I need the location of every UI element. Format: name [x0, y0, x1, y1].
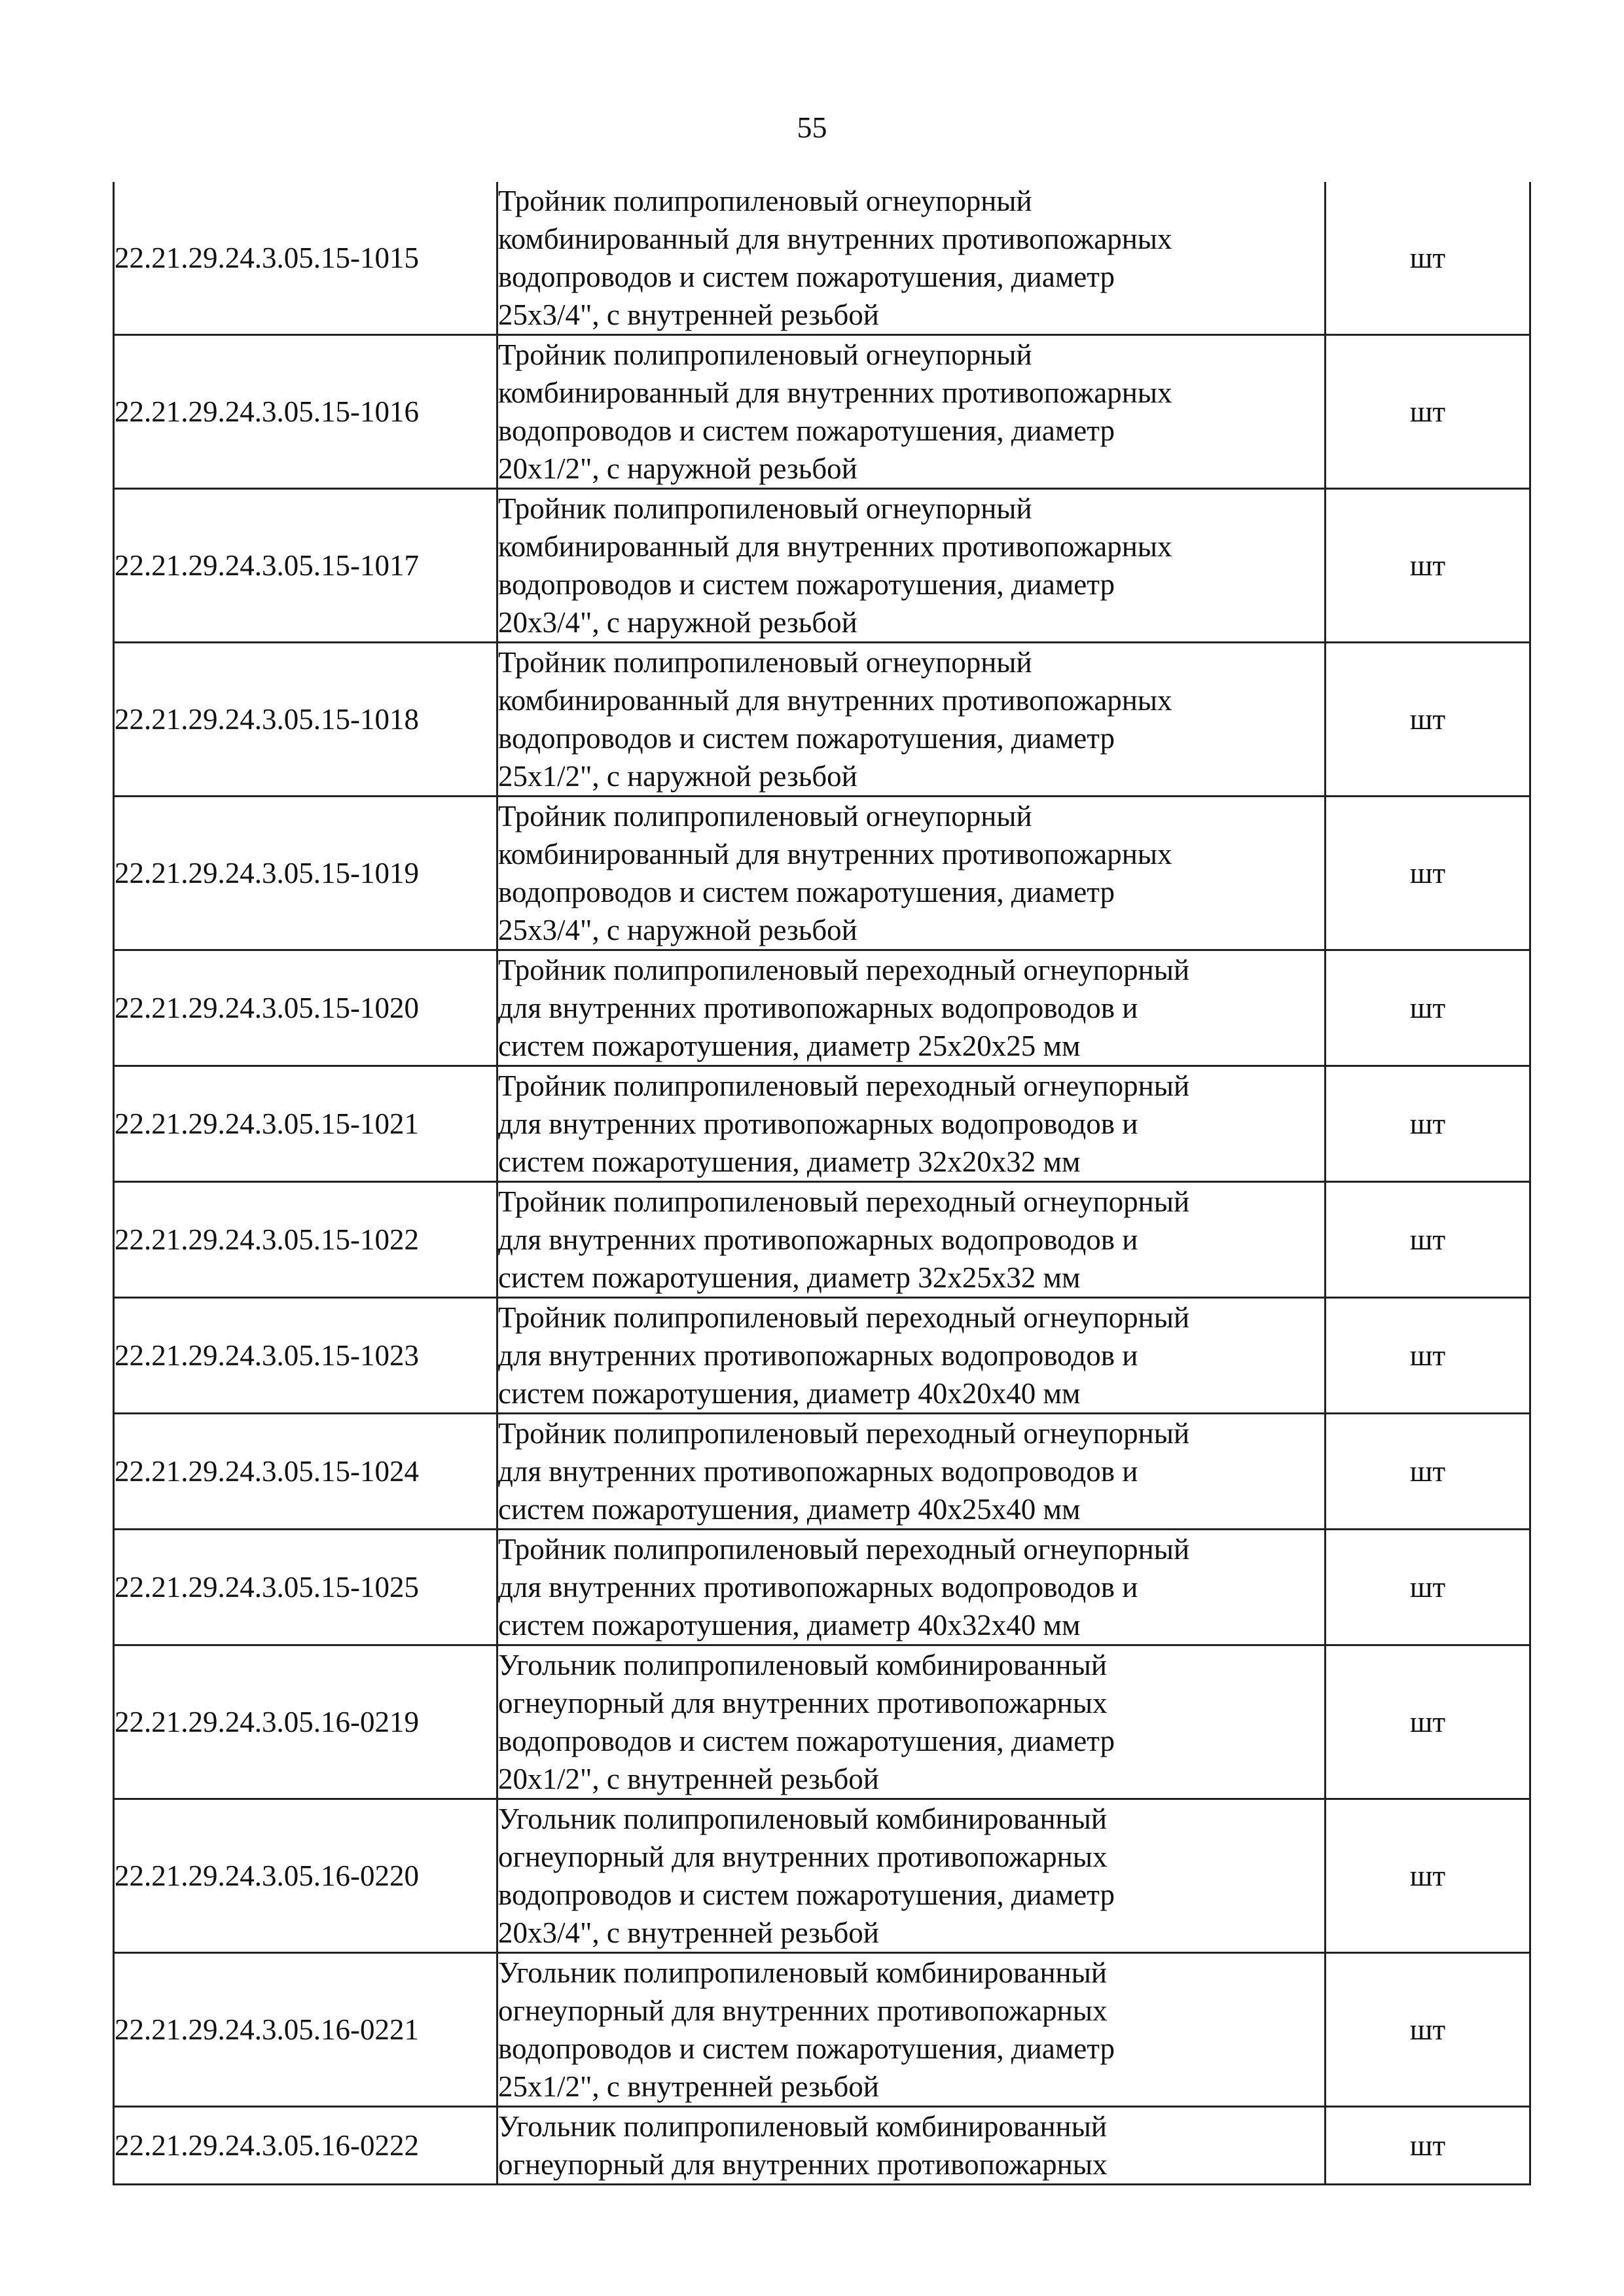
resource-code: 22.21.29.24.3.05.15-1023	[114, 1298, 497, 1414]
resource-description	[497, 1645, 1326, 1799]
description-line: Тройник полипропиленовый огнеупорный	[498, 646, 1032, 679]
unit-of-measure: шт	[1326, 1799, 1530, 1953]
description-line: огнеупорный для внутренних противопожарных	[498, 2148, 1108, 2181]
description-line: для внутренних противопожарных водопроводов и	[498, 1223, 1138, 1256]
description-line: Угольник полипропиленовый комбинированный	[498, 1803, 1107, 1835]
description-line: систем пожаротушения, диаметр 25х20х25 мм	[498, 1030, 1081, 1062]
resource-description	[497, 797, 1326, 950]
description-line: Тройник полипропиленовый переходный огнеупорный	[498, 1301, 1190, 1334]
resource-description	[497, 1530, 1326, 1645]
description-line: водопроводов и систем пожаротушения, диаметр	[498, 876, 1115, 908]
unit-of-measure: шт	[1326, 489, 1530, 643]
resource-description	[497, 335, 1326, 489]
resource-description	[497, 643, 1326, 797]
resource-description	[497, 1414, 1326, 1530]
table-row	[114, 1182, 1530, 1298]
table-row	[114, 1645, 1530, 1799]
table-row	[114, 1298, 1530, 1414]
description-line: водопроводов и систем пожаротушения, диаметр	[498, 722, 1115, 755]
unit-of-measure: шт	[1326, 1530, 1530, 1645]
table-row	[114, 643, 1530, 797]
unit-of-measure: шт	[1326, 1953, 1530, 2107]
description-line: для внутренних противопожарных водопроводов и	[498, 1455, 1138, 1488]
description-line: систем пожаротушения, диаметр 40х32х40 мм	[498, 1609, 1081, 1641]
unit-of-measure: шт	[1326, 643, 1530, 797]
unit-of-measure: шт	[1326, 1645, 1530, 1799]
resource-description	[497, 1182, 1326, 1298]
description-line: 20х3/4", с наружной резьбой	[498, 606, 857, 639]
description-line: Тройник полипропиленовый переходный огнеупорный	[498, 1185, 1190, 1218]
resource-description	[497, 1066, 1326, 1182]
description-line: Тройник полипропиленовый огнеупорный	[498, 492, 1032, 525]
table-row	[114, 335, 1530, 489]
description-line: Угольник полипропиленовый комбинированный	[498, 2110, 1107, 2143]
description-line: систем пожаротушения, диаметр 32х20х32 мм	[498, 1145, 1081, 1178]
description-line: Тройник полипропиленовый огнеупорный	[498, 185, 1032, 217]
description-line: Угольник полипропиленовый комбинированный	[498, 1649, 1107, 1681]
description-line: водопроводов и систем пожаротушения, диаметр	[498, 568, 1115, 601]
resource-code: 22.21.29.24.3.05.16-0219	[114, 1645, 497, 1799]
table-row	[114, 1799, 1530, 1953]
description-line: огнеупорный для внутренних противопожарных	[498, 1840, 1108, 1873]
description-line: систем пожаротушения, диаметр 40х25х40 мм	[498, 1493, 1081, 1526]
resource-description	[497, 489, 1326, 643]
resource-code: 22.21.29.24.3.05.15-1022	[114, 1182, 497, 1298]
resource-description	[497, 1298, 1326, 1414]
resource-code: 22.21.29.24.3.05.15-1015	[114, 182, 497, 335]
description-line: водопроводов и систем пожаротушения, диаметр	[498, 1878, 1115, 1911]
resource-description	[497, 1953, 1326, 2107]
resource-code: 22.21.29.24.3.05.15-1024	[114, 1414, 497, 1530]
unit-of-measure: шт	[1326, 797, 1530, 950]
unit-of-measure: шт	[1326, 2107, 1530, 2185]
description-line: для внутренних противопожарных водопроводов и	[498, 1571, 1138, 1604]
table-row	[114, 1066, 1530, 1182]
description-line: систем пожаротушения, диаметр 40х20х40 мм	[498, 1377, 1081, 1410]
description-line: для внутренних противопожарных водопроводов и	[498, 1339, 1138, 1372]
description-line: 25х3/4", с наружной резьбой	[498, 914, 857, 946]
table-row	[114, 489, 1530, 643]
table-row	[114, 2107, 1530, 2185]
table-row	[114, 797, 1530, 950]
description-line: огнеупорный для внутренних противопожарных	[498, 1994, 1108, 2027]
description-line: 20х1/2", с внутренней резьбой	[498, 1763, 879, 1795]
table-row	[114, 182, 1530, 335]
unit-of-measure: шт	[1326, 950, 1530, 1066]
description-line: водопроводов и систем пожаротушения, диаметр	[498, 260, 1115, 293]
resource-code: 22.21.29.24.3.05.15-1020	[114, 950, 497, 1066]
description-line: Тройник полипропиленовый огнеупорный	[498, 800, 1032, 833]
table-body	[114, 182, 1530, 2185]
resource-description	[497, 2107, 1326, 2185]
resource-code: 22.21.29.24.3.05.15-1019	[114, 797, 497, 950]
resource-description	[497, 950, 1326, 1066]
unit-of-measure: шт	[1326, 1414, 1530, 1530]
resource-code: 22.21.29.24.3.05.15-1021	[114, 1066, 497, 1182]
description-line: комбинированный для внутренних противопожарных	[498, 684, 1172, 717]
table-row	[114, 1953, 1530, 2107]
description-line: 25х1/2", с внутренней резьбой	[498, 2070, 879, 2103]
description-line: 20х3/4", с внутренней резьбой	[498, 1916, 879, 1949]
description-line: для внутренних противопожарных водопроводов и	[498, 992, 1138, 1024]
description-line: водопроводов и систем пожаротушения, диаметр	[498, 414, 1115, 447]
description-line: Тройник полипропиленовый огнеупорный	[498, 338, 1032, 371]
resource-code: 22.21.29.24.3.05.15-1017	[114, 489, 497, 643]
description-line: систем пожаротушения, диаметр 32х25х32 мм	[498, 1261, 1081, 1294]
description-line: огнеупорный для внутренних противопожарных	[498, 1687, 1108, 1719]
resource-description	[497, 182, 1326, 335]
description-line: Тройник полипропиленовый переходный огнеупорный	[498, 1533, 1190, 1566]
table-row	[114, 1530, 1530, 1645]
description-line: водопроводов и систем пожаротушения, диаметр	[498, 2032, 1115, 2065]
resource-table	[113, 182, 1531, 2185]
description-line: комбинированный для внутренних противопожарных	[498, 838, 1172, 870]
unit-of-measure: шт	[1326, 335, 1530, 489]
description-line: комбинированный для внутренних противопожарных	[498, 223, 1172, 255]
resource-description	[497, 1799, 1326, 1953]
page-number: 55	[797, 111, 827, 144]
table-row	[114, 1414, 1530, 1530]
description-line: Тройник полипропиленовый переходный огнеупорный	[498, 954, 1190, 986]
description-line: Угольник полипропиленовый комбинированный	[498, 1956, 1107, 1989]
resource-code: 22.21.29.24.3.05.15-1025	[114, 1530, 497, 1645]
description-line: для внутренних противопожарных водопроводов и	[498, 1107, 1138, 1140]
description-line: Тройник полипропиленовый переходный огнеупорный	[498, 1417, 1190, 1450]
description-line: Тройник полипропиленовый переходный огнеупорный	[498, 1069, 1190, 1102]
resource-code: 22.21.29.24.3.05.15-1018	[114, 643, 497, 797]
resource-code: 22.21.29.24.3.05.16-0222	[114, 2107, 497, 2185]
description-line: 25х3/4", с внутренней резьбой	[498, 298, 879, 331]
resource-code: 22.21.29.24.3.05.16-0220	[114, 1799, 497, 1953]
unit-of-measure: шт	[1326, 1182, 1530, 1298]
table-row	[114, 950, 1530, 1066]
description-line: комбинированный для внутренних противопожарных	[498, 376, 1172, 409]
unit-of-measure: шт	[1326, 182, 1530, 335]
resource-code: 22.21.29.24.3.05.15-1016	[114, 335, 497, 489]
description-line: комбинированный для внутренних противопожарных	[498, 530, 1172, 563]
description-line: 20х1/2", с наружной резьбой	[498, 452, 857, 485]
unit-of-measure: шт	[1326, 1298, 1530, 1414]
unit-of-measure: шт	[1326, 1066, 1530, 1182]
description-line: водопроводов и систем пожаротушения, диаметр	[498, 1725, 1115, 1757]
resource-code: 22.21.29.24.3.05.16-0221	[114, 1953, 497, 2107]
description-line: 25х1/2", с наружной резьбой	[498, 760, 857, 793]
